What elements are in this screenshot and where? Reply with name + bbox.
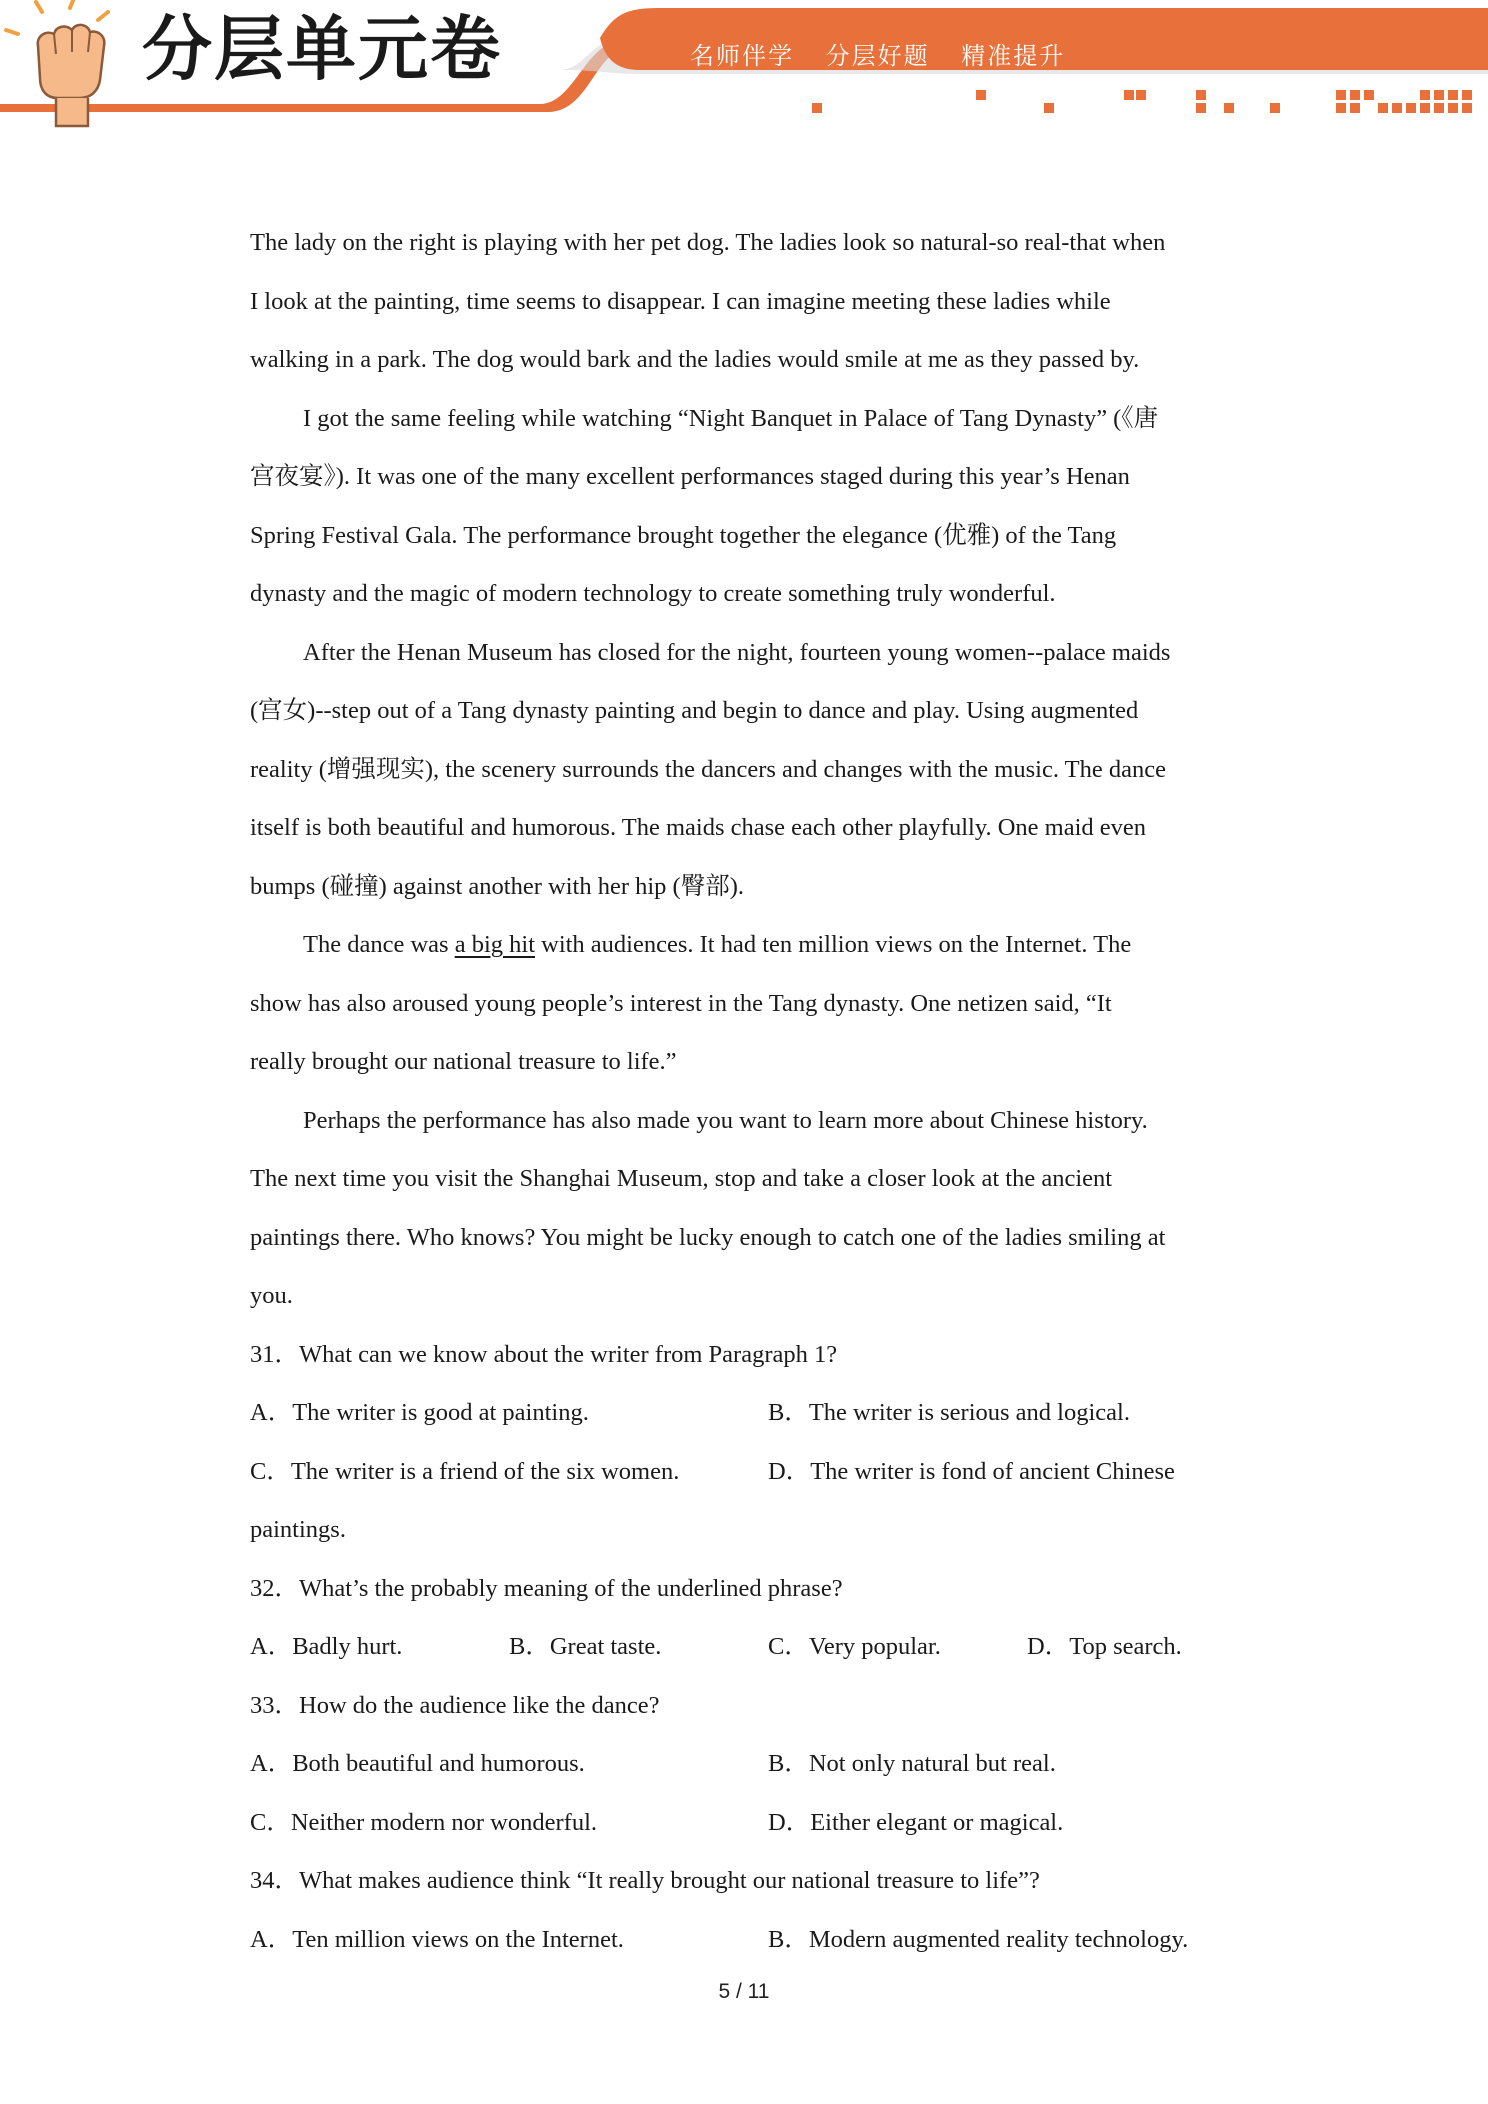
- passage-line: After the Henan Museum has closed for the night, fourteen young women--palace maids: [303, 638, 1171, 666]
- passage-line: 宫夜宴》). It was one of the many excellent performances staged during this year’s Henan: [250, 463, 1130, 490]
- header-slogan: [690, 36, 1087, 71]
- passage-text: The dance was: [303, 931, 455, 958]
- slogan-item: 分层好题: [825, 42, 930, 70]
- question-options: [250, 1443, 1235, 1502]
- passage-line: The next time you visit the Shanghai Museum, stop and take a closer look at the ancient: [250, 1165, 1113, 1192]
- option: B．Not only natural but real.: [768, 1750, 1056, 1777]
- passage-line: The lady on the right is playing with her pet dog. The ladies look so natural-so real-that when: [250, 229, 1166, 256]
- passage-line: itself is both beautiful and humorous. The maids chase each other playfully. One maid even: [250, 814, 1147, 841]
- slogan-item: 名师伴学: [690, 42, 794, 70]
- passage-line: I look at the painting, time seems to disappear. I can imagine meeting these ladies while: [250, 287, 1111, 315]
- option: B．Modern augmented reality technology.: [768, 1925, 1189, 1953]
- question-stem: 33．How do the audience like the dance?: [250, 1691, 660, 1719]
- passage-line: paintings there. Who knows? You might be lucky enough to catch one of the ladies smiling at: [250, 1223, 1166, 1251]
- option: A．Badly hurt.: [250, 1633, 403, 1660]
- option: A．The writer is good at painting.: [250, 1399, 589, 1426]
- option: C．Neither modern nor wonderful.: [250, 1808, 597, 1836]
- question-options: [250, 1911, 1235, 1970]
- passage-line: really brought our national treasure to life.”: [250, 1048, 677, 1075]
- option: A．Both beautiful and humorous.: [250, 1750, 585, 1777]
- option: D．Either elegant or magical.: [768, 1808, 1064, 1836]
- slogan-item: 精准提升: [961, 42, 1066, 70]
- page-number: 5 / 11: [718, 1980, 770, 2003]
- question-stem: 32．What’s the probably meaning of the underlined phrase?: [250, 1574, 843, 1602]
- passage-line: Perhaps the performance has also made you want to learn more about Chinese history.: [303, 1106, 1148, 1134]
- question-options: [250, 1794, 1235, 1853]
- option: C．The writer is a friend of the six women.: [250, 1457, 680, 1485]
- question-options: [250, 1384, 1235, 1443]
- question-options: [250, 1735, 1235, 1794]
- option: A．Ten million views on the Internet.: [250, 1925, 624, 1953]
- option: B．Great taste.: [509, 1633, 662, 1660]
- passage-line: bumps (碰撞) against another with her hip (臀部).: [250, 872, 744, 900]
- page-header: [0, 0, 1488, 130]
- passage-line: dynasty and the magic of modern technology to create something truly wonderful.: [250, 580, 1056, 607]
- question-stem: 34．What makes audience think “It really brought our national treasure to life”?: [250, 1867, 1040, 1894]
- option: B．The writer is serious and logical.: [768, 1399, 1130, 1426]
- passage-line: show has also aroused young people’s interest in the Tang dynasty. One netizen said, “It: [250, 989, 1112, 1017]
- passage-line: I got the same feeling while watching “Night Banquet in Palace of Tang Dynasty” (《唐: [303, 404, 1159, 432]
- passage-line: you.: [250, 1282, 293, 1309]
- passage-line: (宫女)--step out of a Tang dynasty painting and begin to dance and play. Using augmented: [250, 697, 1139, 724]
- option: C．Very popular.: [768, 1633, 941, 1660]
- option: D．Top search.: [1027, 1633, 1182, 1660]
- option: D．The writer is fond of ancient Chinese: [768, 1457, 1175, 1485]
- passage-line: reality (增强现实), the scenery surrounds the dancers and changes with the music. The dance: [250, 755, 1166, 783]
- underlined-phrase: a big hit: [454, 931, 535, 958]
- question-stem: 31．What can we know about the writer from Paragraph 1?: [250, 1340, 838, 1368]
- passage-line: walking in a park. The dog would bark and the ladies would smile at me as they passed by.: [250, 346, 1140, 373]
- passage-text: with audiences. It had ten million views on the Internet. The: [535, 931, 1132, 958]
- passage-line: Spring Festival Gala. The performance brought together the elegance (优雅) of the Tang: [250, 521, 1117, 549]
- brand-title: 分层单元卷: [142, 8, 502, 90]
- document-body: [250, 214, 1235, 1969]
- question-options: [250, 1618, 1235, 1677]
- option-continuation: paintings.: [250, 1516, 346, 1543]
- passage-line: [250, 916, 1235, 975]
